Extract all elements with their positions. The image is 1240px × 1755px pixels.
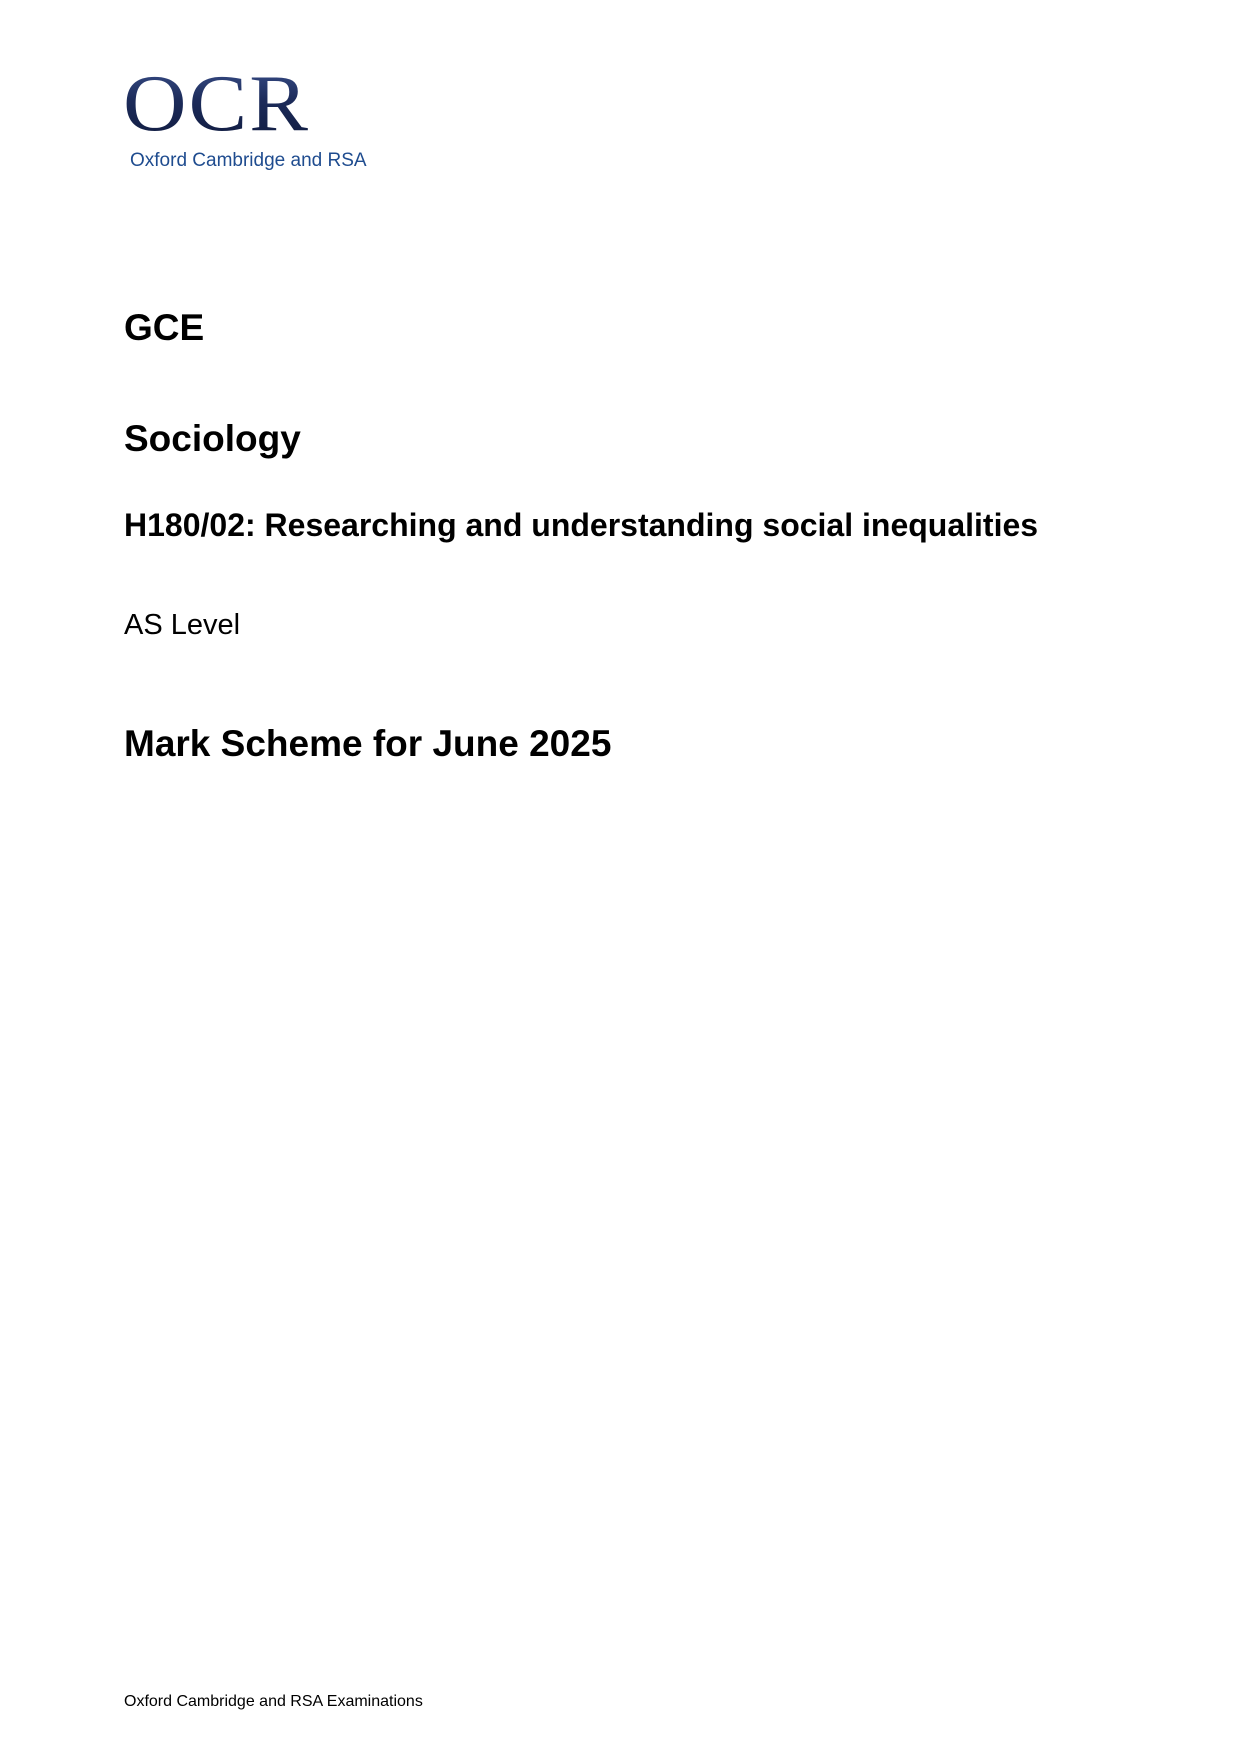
qualification-heading: GCE xyxy=(124,307,205,348)
footer-text: Oxford Cambridge and RSA Examinations xyxy=(124,1693,423,1710)
logo-wordmark: OCR xyxy=(123,59,310,149)
document-title: Mark Scheme for June 2025 xyxy=(124,723,612,764)
subject-heading: Sociology xyxy=(124,418,301,459)
logo-subtitle: Oxford Cambridge and RSA xyxy=(130,150,367,171)
level-text: AS Level xyxy=(124,609,241,641)
paper-title: H180/02: Researching and understanding social inequalities xyxy=(124,507,1039,543)
ocr-logo xyxy=(123,59,368,174)
